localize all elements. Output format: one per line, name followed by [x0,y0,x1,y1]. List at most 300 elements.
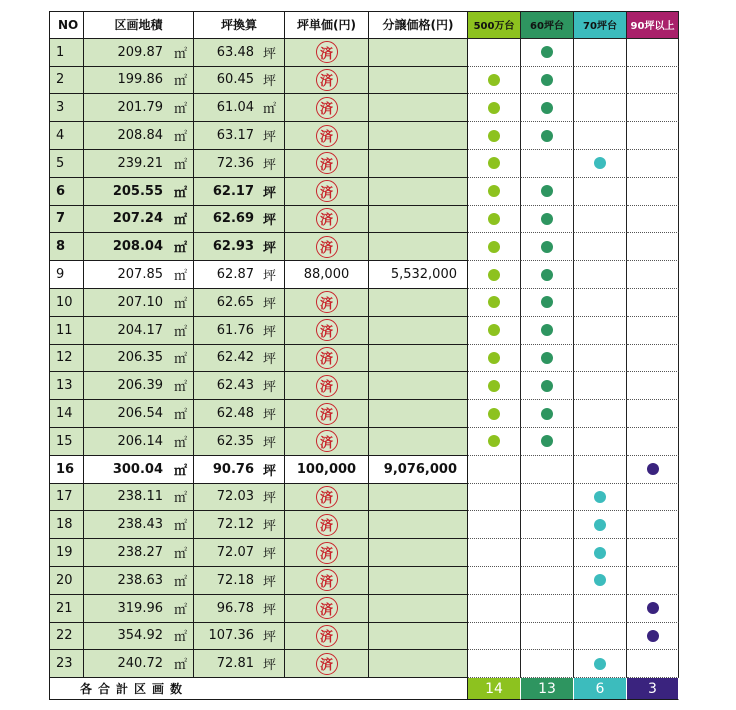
sold-stamp-icon: 済 [316,41,338,63]
cell-tsubo [194,372,285,400]
cell-unit-price [285,372,369,400]
header-tsubo: 坪換算 [194,11,285,39]
cell-cat-60tsubo [521,206,574,234]
cell-unit-price [285,233,369,261]
cell-area [84,150,194,178]
category-dot-icon [541,213,553,225]
area-value: 207.24 [112,211,163,227]
area-unit: ㎡ [174,130,188,146]
cell-tsubo [194,67,285,95]
lot-number: 13 [56,378,73,394]
cell-no [49,206,84,234]
area-unit: ㎡ [174,380,188,396]
category-dot-icon [488,157,500,169]
tsubo-unit: 坪 [263,74,277,90]
cell-total-price [369,567,468,595]
area-unit: ㎡ [174,296,188,312]
cell-cat-500man [468,178,521,206]
cell-cat-70tsubo [574,428,627,456]
tsubo-value: 62.42 [216,350,254,366]
category-dot-icon [594,574,606,586]
footer-label: 各合計区画数 [49,678,468,700]
cell-total-price [369,345,468,373]
header-cat-90tsubo: 90坪以上 [627,11,679,39]
cell-cat-70tsubo [574,317,627,345]
cell-no [49,595,84,623]
category-dot-icon [594,547,606,559]
cell-tsubo [194,345,285,373]
cell-cat-70tsubo [574,595,627,623]
category-dot-icon [488,213,500,225]
cell-cat-70tsubo [574,511,627,539]
category-dot-icon [541,435,553,447]
tsubo-value: 62.48 [216,406,254,422]
lot-number: 1 [56,44,65,60]
cell-cat-70tsubo [574,122,627,150]
sold-stamp-icon: 済 [316,180,338,202]
cell-cat-60tsubo [521,539,574,567]
sold-stamp-icon: 済 [316,97,338,119]
footer-count-60tsubo: 13 [521,678,574,700]
footer-count-90tsubo: 3 [627,678,679,700]
cell-cat-90tsubo [627,623,679,651]
cell-tsubo [194,289,285,317]
cell-cat-500man [468,94,521,122]
cell-total-price [369,650,468,678]
area-value: 207.85 [117,267,163,283]
cell-total-price [369,511,468,539]
cell-cat-70tsubo [574,484,627,512]
cell-area [84,428,194,456]
tsubo-unit: 坪 [263,658,277,674]
cell-total-price [369,261,468,289]
category-dot-icon [541,380,553,392]
tsubo-unit: 坪 [263,352,277,368]
tsubo-value: 72.03 [216,489,254,505]
cell-cat-500man [468,623,521,651]
category-dot-icon [541,185,553,197]
header-area: 区画地積 [84,11,194,39]
cell-area [84,67,194,95]
cell-cat-60tsubo [521,122,574,150]
cell-cat-500man [468,456,521,484]
cell-cat-60tsubo [521,289,574,317]
tsubo-unit: ㎡ [263,102,277,118]
lot-number: 11 [56,322,73,338]
area-value: 199.86 [117,72,163,88]
cell-area [84,456,194,484]
category-dot-icon [647,602,659,614]
cell-cat-70tsubo [574,539,627,567]
cell-tsubo [194,456,285,484]
cell-cat-500man [468,345,521,373]
cell-cat-60tsubo [521,400,574,428]
cell-area [84,400,194,428]
total-price-value: 5,532,000 [390,267,457,283]
cell-cat-60tsubo [521,372,574,400]
cell-cat-90tsubo [627,94,679,122]
cell-no [49,317,84,345]
header-cat-70tsubo: 70坪台 [574,11,627,39]
cell-unit-price [285,567,369,595]
lot-number: 3 [56,100,65,116]
header-cat-500man: 500万台 [468,11,521,39]
category-dot-icon [647,463,659,475]
category-dot-icon [541,296,553,308]
cell-total-price [369,400,468,428]
lot-number: 12 [56,350,73,366]
cell-area [84,261,194,289]
tsubo-unit: 坪 [263,130,277,146]
category-dot-icon [488,269,500,281]
cell-area [84,206,194,234]
cell-total-price [369,623,468,651]
cell-total-price [369,178,468,206]
lot-number: 5 [56,155,65,171]
cell-unit-price [285,289,369,317]
cell-cat-500man [468,39,521,67]
lot-number: 20 [56,572,73,588]
cell-cat-60tsubo [521,567,574,595]
lot-number: 17 [56,489,73,505]
cell-cat-500man [468,595,521,623]
sold-stamp-icon: 済 [316,514,338,536]
area-unit: ㎡ [174,46,188,62]
cell-no [49,233,84,261]
tsubo-value: 62.69 [212,211,254,227]
area-unit: ㎡ [174,241,188,257]
cell-unit-price [285,206,369,234]
area-value: 300.04 [112,461,163,477]
cell-cat-60tsubo [521,345,574,373]
tsubo-value: 62.17 [212,183,254,199]
cell-cat-60tsubo [521,150,574,178]
cell-area [84,372,194,400]
area-value: 206.54 [117,406,163,422]
area-value: 204.17 [117,322,163,338]
cell-cat-90tsubo [627,484,679,512]
cell-no [49,39,84,67]
category-dot-icon [541,269,553,281]
area-unit: ㎡ [174,157,188,173]
cell-cat-60tsubo [521,39,574,67]
lot-number: 2 [56,72,65,88]
cell-cat-90tsubo [627,233,679,261]
cell-unit-price [285,484,369,512]
category-dot-icon [541,46,553,58]
tsubo-value: 72.12 [216,517,254,533]
cell-cat-500man [468,317,521,345]
cell-no [49,67,84,95]
cell-cat-70tsubo [574,372,627,400]
cell-tsubo [194,261,285,289]
category-dot-icon [541,241,553,253]
cell-cat-60tsubo [521,650,574,678]
cell-cat-70tsubo [574,94,627,122]
cell-cat-500man [468,400,521,428]
cell-total-price [369,206,468,234]
cell-tsubo [194,539,285,567]
cell-cat-500man [468,428,521,456]
cell-cat-70tsubo [574,345,627,373]
lot-number: 10 [56,294,73,310]
cell-cat-60tsubo [521,595,574,623]
total-price-value: 9,076,000 [383,461,457,477]
cell-total-price [369,456,468,484]
tsubo-unit: 坪 [263,241,277,257]
area-value: 238.63 [117,572,163,588]
cell-cat-500man [468,261,521,289]
cell-area [84,567,194,595]
tsubo-unit: 坪 [263,491,277,507]
lot-number: 18 [56,517,73,533]
category-dot-icon [488,102,500,114]
sold-stamp-icon: 済 [316,486,338,508]
cell-tsubo [194,650,285,678]
category-dot-icon [488,185,500,197]
cell-cat-90tsubo [627,122,679,150]
cell-no [49,400,84,428]
tsubo-unit: 坪 [263,435,277,451]
cell-no [49,623,84,651]
lot-number: 19 [56,545,73,561]
category-dot-icon [541,130,553,142]
tsubo-unit: 坪 [263,519,277,535]
cell-cat-500man [468,372,521,400]
category-dot-icon [541,408,553,420]
tsubo-unit: 坪 [263,380,277,396]
cell-tsubo [194,206,285,234]
cell-cat-70tsubo [574,650,627,678]
cell-tsubo [194,94,285,122]
cell-no [49,122,84,150]
area-value: 238.27 [117,545,163,561]
cell-tsubo [194,428,285,456]
cell-cat-90tsubo [627,261,679,289]
cell-area [84,178,194,206]
cell-total-price [369,484,468,512]
cell-cat-70tsubo [574,567,627,595]
unit-price-value: 100,000 [296,461,357,477]
cell-cat-90tsubo [627,428,679,456]
sold-stamp-icon: 済 [316,403,338,425]
cell-no [49,567,84,595]
cell-unit-price [285,261,369,289]
sold-stamp-icon: 済 [316,69,338,91]
cell-cat-90tsubo [627,317,679,345]
cell-unit-price [285,345,369,373]
tsubo-value: 62.93 [212,239,254,255]
cell-area [84,289,194,317]
cell-area [84,345,194,373]
cell-no [49,372,84,400]
cell-tsubo [194,150,285,178]
sold-stamp-icon: 済 [316,597,338,619]
category-dot-icon [594,658,606,670]
cell-cat-60tsubo [521,623,574,651]
cell-cat-90tsubo [627,206,679,234]
area-unit: ㎡ [174,213,188,229]
area-value: 209.87 [117,44,163,60]
cell-unit-price [285,317,369,345]
cell-cat-90tsubo [627,345,679,373]
cell-unit-price [285,150,369,178]
cell-cat-60tsubo [521,511,574,539]
cell-no [49,511,84,539]
tsubo-unit: 坪 [263,602,277,618]
area-unit: ㎡ [174,602,188,618]
sold-stamp-icon: 済 [316,375,338,397]
lot-number: 6 [56,183,66,199]
lot-number: 22 [56,628,73,644]
cell-unit-price [285,400,369,428]
cell-total-price [369,150,468,178]
cell-no [49,428,84,456]
cell-cat-90tsubo [627,372,679,400]
cell-cat-90tsubo [627,567,679,595]
cell-total-price [369,428,468,456]
sold-stamp-icon: 済 [316,319,338,341]
lot-number: 7 [56,211,66,227]
tsubo-value: 63.17 [216,128,254,144]
cell-unit-price [285,94,369,122]
cell-cat-500man [468,206,521,234]
tsubo-value: 72.18 [216,572,254,588]
tsubo-unit: 坪 [263,463,277,479]
cell-area [84,94,194,122]
category-dot-icon [541,74,553,86]
sold-stamp-icon: 済 [316,208,338,230]
area-unit: ㎡ [174,547,188,563]
sold-stamp-icon: 済 [316,430,338,452]
cell-total-price [369,539,468,567]
cell-cat-500man [468,67,521,95]
tsubo-value: 107.36 [208,628,254,644]
cell-cat-500man [468,650,521,678]
cell-no [49,150,84,178]
lot-number: 15 [56,433,73,449]
cell-cat-500man [468,122,521,150]
cell-unit-price [285,428,369,456]
area-value: 354.92 [117,628,163,644]
sold-stamp-icon: 済 [316,625,338,647]
category-dot-icon [488,296,500,308]
cell-tsubo [194,484,285,512]
cell-cat-500man [468,567,521,595]
area-unit: ㎡ [174,269,188,285]
category-dot-icon [488,74,500,86]
cell-tsubo [194,39,285,67]
cell-cat-90tsubo [627,456,679,484]
cell-no [49,178,84,206]
tsubo-unit: 坪 [263,157,277,173]
area-value: 240.72 [117,656,163,672]
header-no: NO [49,11,84,39]
tsubo-unit: 坪 [263,213,277,229]
area-unit: ㎡ [174,185,188,201]
sold-stamp-icon: 済 [316,291,338,313]
cell-cat-60tsubo [521,67,574,95]
area-value: 207.10 [117,294,163,310]
cell-tsubo [194,178,285,206]
area-unit: ㎡ [174,408,188,424]
area-value: 206.35 [117,350,163,366]
area-unit: ㎡ [174,324,188,340]
cell-cat-90tsubo [627,511,679,539]
category-dot-icon [488,130,500,142]
cell-cat-70tsubo [574,67,627,95]
tsubo-unit: 坪 [263,630,277,646]
cell-area [84,511,194,539]
area-unit: ㎡ [174,658,188,674]
tsubo-value: 72.36 [216,155,254,171]
cell-cat-60tsubo [521,484,574,512]
cell-total-price [369,67,468,95]
category-dot-icon [594,157,606,169]
tsubo-value: 72.07 [216,545,254,561]
cell-cat-60tsubo [521,428,574,456]
cell-unit-price [285,122,369,150]
cell-cat-70tsubo [574,261,627,289]
cell-cat-500man [468,511,521,539]
area-value: 238.43 [117,517,163,533]
cell-total-price [369,233,468,261]
sold-stamp-icon: 済 [316,152,338,174]
cell-area [84,122,194,150]
cell-cat-70tsubo [574,623,627,651]
cell-cat-90tsubo [627,150,679,178]
cell-total-price [369,317,468,345]
cell-cat-90tsubo [627,595,679,623]
tsubo-value: 72.81 [216,656,254,672]
cell-area [84,39,194,67]
area-value: 239.21 [117,155,163,171]
cell-area [84,539,194,567]
cell-unit-price [285,595,369,623]
category-dot-icon [594,519,606,531]
cell-no [49,650,84,678]
cell-unit-price [285,623,369,651]
cell-unit-price [285,539,369,567]
footer-count-500man: 14 [468,678,521,700]
cell-area [84,317,194,345]
tsubo-value: 62.65 [216,294,254,310]
area-value: 238.11 [117,489,163,505]
cell-cat-70tsubo [574,456,627,484]
cell-no [49,484,84,512]
sold-stamp-icon: 済 [316,542,338,564]
tsubo-value: 62.87 [216,267,254,283]
tsubo-unit: 坪 [263,296,277,312]
category-dot-icon [488,408,500,420]
unit-price-value: 88,000 [303,267,350,283]
cell-no [49,539,84,567]
cell-cat-500man [468,484,521,512]
cell-tsubo [194,511,285,539]
cell-cat-70tsubo [574,289,627,317]
tsubo-unit: 坪 [263,574,277,590]
category-dot-icon [541,352,553,364]
cell-tsubo [194,595,285,623]
cell-area [84,650,194,678]
tsubo-value: 61.76 [216,322,254,338]
cell-cat-90tsubo [627,400,679,428]
cell-tsubo [194,567,285,595]
category-dot-icon [488,380,500,392]
cell-cat-70tsubo [574,39,627,67]
cell-no [49,261,84,289]
cell-unit-price [285,650,369,678]
